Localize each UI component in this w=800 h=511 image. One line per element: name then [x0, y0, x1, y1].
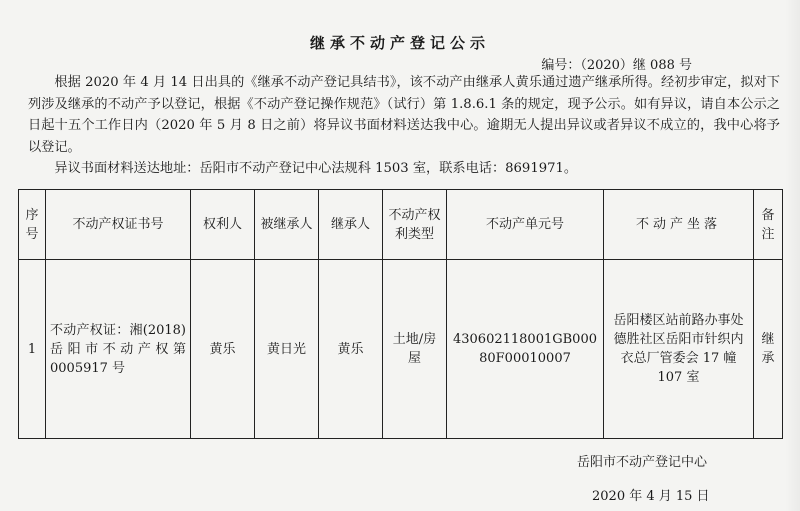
cell-seq: 1	[19, 260, 46, 439]
cell-cert-no: 不动产权证：湘(2018)岳阳市不动产权第 0005917 号	[46, 260, 191, 439]
objection-address: 异议书面材料送达地址：岳阳市不动产登记中心法规科 1503 室，联系电话：8691971。	[54, 161, 578, 176]
header-seq: 序号	[19, 190, 46, 260]
notice-body	[28, 72, 780, 180]
document-title: 继承不动产登记公示	[309, 34, 490, 52]
cell-unit-no: 430602118001GB00080F00010007	[447, 260, 604, 439]
cell-right-type: 土地/房屋	[383, 260, 447, 439]
header-unit-no: 不动产单元号	[447, 190, 604, 260]
property-table	[18, 189, 783, 439]
notice-paragraph: 根据 2020 年 4 月 14 日出具的《继承不动产登记具结书》，该不动产由继承人黄乐通过遗产继承所得。经初步审定，拟对下列涉及继承的不动产予以登记，根据《不动产登记操作规范》（试行）第 1.8.6.1 条的规定，现予公示。如有异议，请自本公示之日起十五个工作日内（2020 年 5 月 8 日之前）将异议书面材料送达我中心。逾期无人提出异议或者异议不成立的，我中心将予以登记。	[28, 75, 780, 155]
document-number: 编号：（2020）继 088 号	[541, 58, 692, 73]
scan-edge-shadow	[785, 0, 800, 511]
header-location: 不动产坐落	[604, 190, 754, 260]
header-cert-no: 不动产权证书号	[46, 190, 191, 260]
table-row	[19, 260, 783, 439]
header-right-holder: 权利人	[191, 190, 255, 260]
header-right-type: 不动产权利类型	[383, 190, 447, 260]
table-header-row	[19, 190, 783, 260]
header-remark: 备注	[754, 190, 783, 260]
header-heir: 继承人	[319, 190, 383, 260]
header-decedent: 被继承人	[255, 190, 319, 260]
cell-heir: 黄乐	[319, 260, 383, 439]
cell-decedent: 黄日光	[255, 260, 319, 439]
cell-location: 岳阳楼区站前路办事处德胜社区岳阳市针织内衣总厂管委会 17 幢 107 室	[604, 260, 754, 439]
cell-right-holder: 黄乐	[191, 260, 255, 439]
issuer-signature: 岳阳市不动产登记中心	[577, 455, 708, 470]
issue-date: 2020 年 4 月 15 日	[592, 489, 710, 504]
cell-remark: 继承	[754, 260, 783, 439]
